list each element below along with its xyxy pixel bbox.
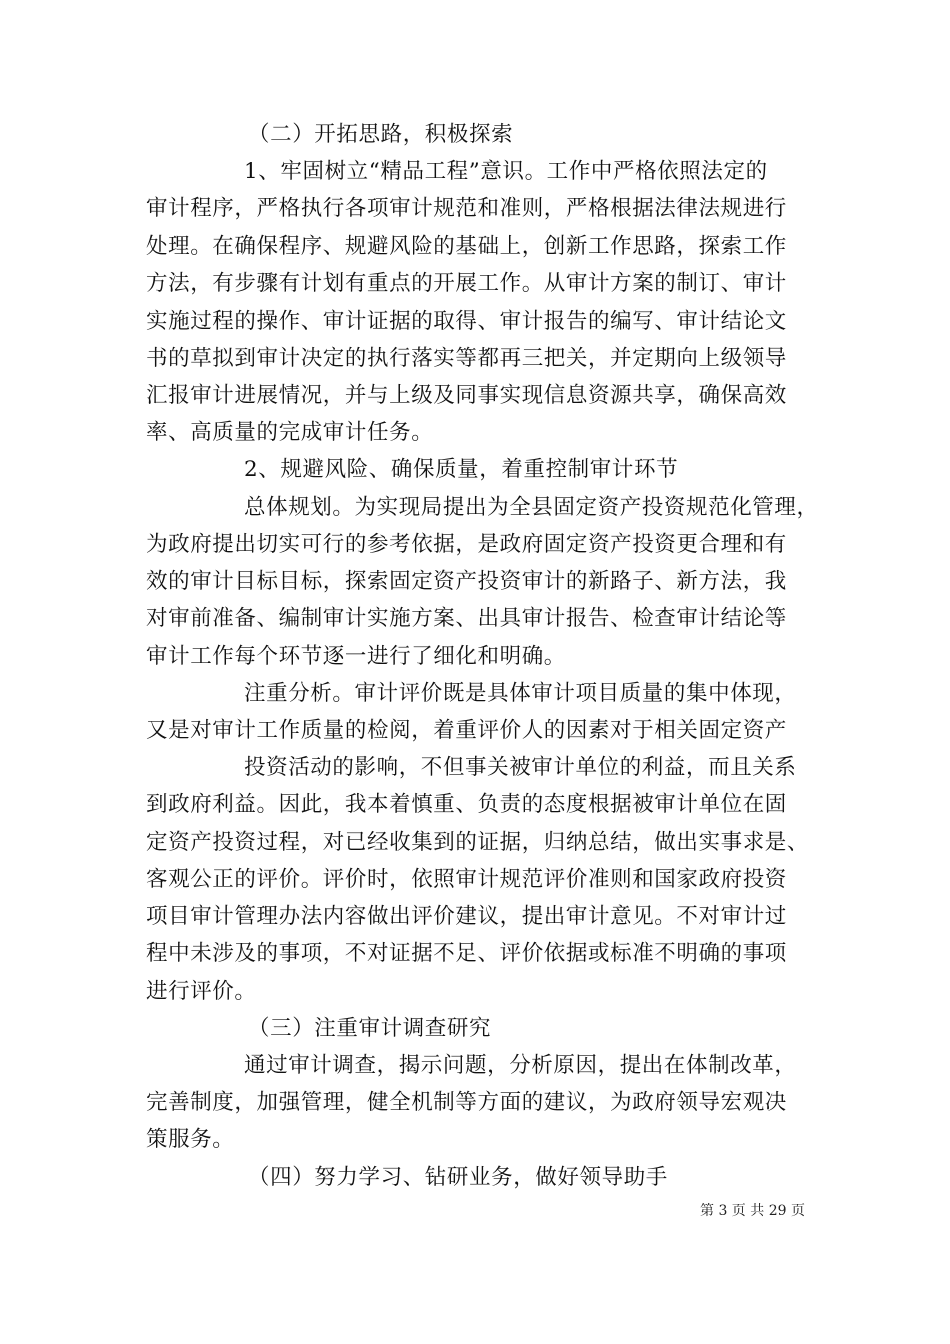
paragraph-line: 实施过程的操作、审计证据的取得、审计报告的编写、审计结论文 xyxy=(146,309,787,334)
paragraph-line: 方法，有步骤有计划有重点的开展工作。从审计方案的制订、审计 xyxy=(146,271,787,296)
paragraph-line: 定资产投资过程，对已经收集到的证据，归纳总结，做出实事求是、 xyxy=(146,830,810,855)
paragraph-line: 完善制度，加强管理，健全机制等方面的建议，为政府领导宏观决 xyxy=(146,1090,787,1115)
paragraph-line: 投资活动的影响，不但事关被审计单位的利益，而且关系 xyxy=(244,755,797,780)
paragraph-line: 总体规划。为实现局提出为全县固定资产投资规范化管理， xyxy=(244,495,819,520)
paragraph-line: 客观公正的评价。评价时，依照审计规范评价准则和国家政府投资 xyxy=(146,867,787,892)
paragraph-line: 注重分析。审计评价既是具体审计项目质量的集中体现， xyxy=(244,681,797,706)
section-heading-3: （三）注重审计调查研究 xyxy=(248,1016,492,1041)
section-heading-4: （四）努力学习、钻研业务，做好领导助手 xyxy=(248,1165,668,1190)
paragraph-line: 处理。在确保程序、规避风险的基础上，创新工作思路，探索工作 xyxy=(146,234,787,259)
paragraph-line: 审计工作每个环节逐一进行了细化和明确。 xyxy=(146,644,566,669)
paragraph-line: 通过审计调查，揭示问题，分析原因，提出在体制改革， xyxy=(244,1053,797,1078)
paragraph-line: 效的审计目标目标，探索固定资产投资审计的新路子、新方法，我 xyxy=(146,569,787,594)
paragraph-line: 进行评价。 xyxy=(146,979,257,1004)
paragraph-line: 又是对审计工作质量的检阅，着重评价人的因素对于相关固定资产 xyxy=(146,718,787,743)
paragraph-line: 审计程序，严格执行各项审计规范和准则，严格根据法律法规进行 xyxy=(146,196,787,221)
page-number-footer: 第 3 页 共 29 页 xyxy=(700,1203,805,1219)
paragraph-line: 汇报审计进展情况，并与上级及同事实现信息资源共享，确保高效 xyxy=(146,383,787,408)
paragraph-line: 为政府提出切实可行的参考依据，是政府固定资产投资更合理和有 xyxy=(146,532,787,557)
paragraph-line: 项目审计管理办法内容做出评价建议，提出审计意见。不对审计过 xyxy=(146,904,787,929)
paragraph-line: 对审前准备、编制审计实施方案、出具审计报告、检查审计结论等 xyxy=(146,606,787,631)
paragraph-line: 率、高质量的完成审计任务。 xyxy=(146,420,434,445)
paragraph-line: 策服务。 xyxy=(146,1127,235,1152)
paragraph-line: 1、牢固树立“精品工程”意识。工作中严格依照法定的 xyxy=(244,159,768,184)
subsection-heading: 2、规避风险、确保质量，着重控制审计环节 xyxy=(244,457,679,482)
section-heading-2: （二）开拓思路，积极探索 xyxy=(248,122,514,147)
paragraph-line: 程中未涉及的事项，不对证据不足、评价依据或标准不明确的事项 xyxy=(146,941,787,966)
paragraph-line: 书的草拟到审计决定的执行落实等都再三把关，并定期向上级领导 xyxy=(146,346,787,371)
paragraph-line: 到政府利益。因此，我本着慎重、负责的态度根据被审计单位在固 xyxy=(146,792,787,817)
